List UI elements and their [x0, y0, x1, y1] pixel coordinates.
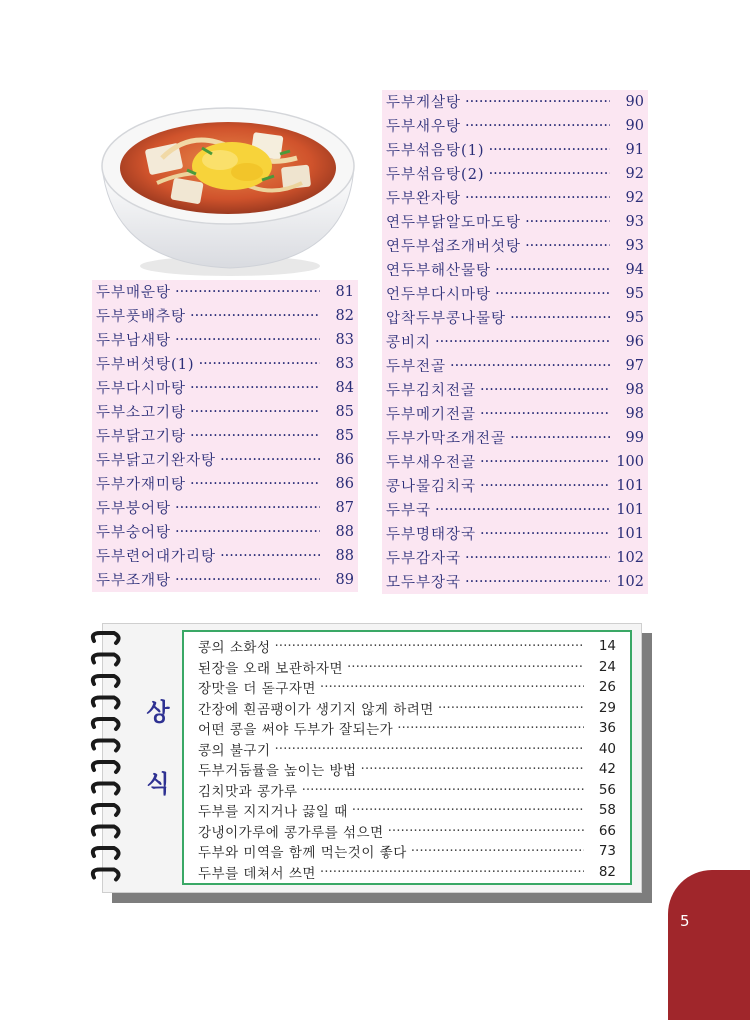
entry-title: 두부전골	[386, 359, 447, 376]
binding-ring	[93, 676, 119, 686]
menu-entry	[382, 138, 648, 162]
binding-ring	[93, 827, 119, 837]
dot-leader	[171, 332, 320, 348]
entry-title: 콩나물김치국	[386, 479, 477, 496]
entry-page: 86	[335, 475, 354, 492]
menu-entry	[382, 402, 648, 426]
entry-title: 언두부다시마탕	[386, 287, 492, 304]
dot-leader	[461, 190, 610, 206]
entry-title: 두부완자탕	[386, 191, 462, 208]
entry-page: 40	[598, 740, 616, 757]
dot-leader	[461, 94, 610, 110]
entry-page: 56	[598, 781, 616, 798]
tip-entry	[198, 759, 616, 780]
entry-page: 87	[335, 499, 354, 516]
menu-entry	[382, 282, 648, 306]
dot-leader	[348, 802, 584, 818]
entry-page: 99	[625, 429, 644, 446]
entry-title: 두부섞음탕(1)	[386, 143, 485, 160]
dot-leader	[446, 358, 610, 374]
binding-ring	[93, 870, 119, 880]
entry-title: 두부다시마탕	[96, 381, 187, 398]
binding-ring	[93, 805, 119, 815]
dot-leader	[521, 238, 610, 254]
dot-leader	[461, 574, 610, 590]
dot-leader	[461, 118, 610, 134]
dot-leader	[271, 741, 585, 757]
dot-leader	[384, 823, 584, 839]
dot-leader	[434, 700, 584, 716]
dot-leader	[316, 679, 584, 695]
menu-entry	[382, 426, 648, 450]
entry-page: 98	[625, 405, 644, 422]
menu-entry	[92, 472, 358, 496]
menu-entry	[92, 376, 358, 400]
menu-entry	[382, 306, 648, 330]
entry-page: 14	[598, 638, 616, 655]
entry-title: 두부남새탕	[96, 333, 172, 350]
entry-title: 콩의 소화성	[198, 640, 271, 657]
page-number: 5	[680, 912, 690, 930]
entry-page: 29	[598, 699, 616, 716]
dot-leader	[431, 334, 610, 350]
menu-entry	[92, 496, 358, 520]
dot-leader	[393, 720, 584, 736]
dot-leader	[171, 524, 320, 540]
tip-entry	[198, 718, 616, 739]
menu-entry	[382, 186, 648, 210]
dot-leader	[316, 864, 584, 880]
dot-leader	[271, 638, 585, 654]
dot-leader	[186, 428, 320, 444]
entry-page: 85	[335, 427, 354, 444]
entry-page: 92	[625, 189, 644, 206]
entry-title: 어떤 콩을 써야 두부가 잘되는가	[198, 722, 394, 739]
entry-title: 두부매운탕	[96, 285, 172, 302]
dot-leader	[357, 761, 584, 777]
entry-page: 88	[335, 547, 354, 564]
entry-page: 90	[625, 93, 644, 110]
entry-page: 66	[598, 822, 616, 839]
binding-ring	[93, 784, 119, 794]
entry-page: 36	[598, 720, 616, 737]
menu-entry	[382, 570, 648, 594]
binding-ring	[93, 633, 119, 643]
entry-title: 두부국	[386, 503, 432, 520]
entry-page: 83	[335, 331, 354, 348]
entry-title: 연두부닭알도마도탕	[386, 215, 522, 232]
entry-title: 두부명태장국	[386, 527, 477, 544]
notebook-title-char-2: 식	[146, 770, 170, 798]
dot-leader	[171, 572, 320, 588]
entry-title: 두부거둠률을 높이는 방법	[198, 763, 357, 780]
entry-page: 58	[598, 802, 616, 819]
entry-page: 93	[625, 237, 644, 254]
entry-title: 모두부장국	[386, 575, 462, 592]
tip-entry	[198, 677, 616, 698]
entry-page: 100	[616, 453, 644, 470]
entry-page: 96	[625, 333, 644, 350]
tip-entry	[198, 780, 616, 801]
tip-entry	[198, 841, 616, 862]
entry-title: 두부닭고기탕	[96, 429, 187, 446]
entry-page: 84	[335, 379, 354, 396]
dot-leader	[171, 284, 320, 300]
dot-leader	[476, 382, 610, 398]
entry-page: 85	[335, 403, 354, 420]
entry-title: 강냉이가루에 콩가루를 섞으면	[198, 824, 384, 841]
menu-entry	[382, 498, 648, 522]
dot-leader	[195, 356, 320, 372]
entry-page: 101	[616, 501, 644, 518]
entry-title: 두부가막조개전골	[386, 431, 507, 448]
tip-entry	[198, 821, 616, 842]
binding-ring	[93, 762, 119, 772]
entry-page: 101	[616, 525, 644, 542]
dot-leader	[407, 843, 584, 859]
menu-entry	[92, 568, 358, 592]
entry-page: 94	[625, 261, 644, 278]
dot-leader	[343, 659, 584, 675]
entry-page: 82	[598, 863, 616, 880]
menu-entry	[92, 304, 358, 328]
menu-entry	[92, 520, 358, 544]
menu-entry	[382, 162, 648, 186]
dot-leader	[485, 166, 610, 182]
dot-leader	[491, 262, 610, 278]
entry-title: 콩의 불구기	[198, 742, 271, 759]
menu-entry	[92, 544, 358, 568]
dot-leader	[186, 404, 320, 420]
entry-title: 두부풋배추탕	[96, 309, 187, 326]
entry-page: 86	[335, 451, 354, 468]
menu-entry	[382, 378, 648, 402]
dot-leader	[298, 782, 584, 798]
binding-ring	[93, 848, 119, 858]
notebook-contents-panel	[182, 630, 632, 885]
entry-title: 두부붕어탕	[96, 501, 172, 518]
dot-leader	[216, 452, 320, 468]
dot-leader	[485, 142, 610, 158]
entry-page: 81	[335, 283, 354, 300]
tip-entry	[198, 739, 616, 760]
menu-entry	[382, 330, 648, 354]
menu-entry	[382, 522, 648, 546]
dot-leader	[521, 214, 610, 230]
tip-entry	[198, 657, 616, 678]
entry-title: 두부새우전골	[386, 455, 477, 472]
entry-page: 102	[616, 573, 644, 590]
entry-title: 된장을 오래 보관하자면	[198, 660, 343, 677]
notebook-title-char-1: 상	[146, 698, 170, 726]
entry-page: 42	[598, 761, 616, 778]
dot-leader	[476, 478, 610, 494]
entry-page: 24	[598, 658, 616, 675]
dot-leader	[431, 502, 610, 518]
entry-page: 73	[598, 843, 616, 860]
entry-page: 102	[616, 549, 644, 566]
entry-page: 89	[335, 571, 354, 588]
dot-leader	[506, 430, 610, 446]
entry-page: 92	[625, 165, 644, 182]
menu-list-left	[92, 280, 358, 592]
entry-title: 두부버섯탕(1)	[96, 357, 195, 374]
menu-entry	[382, 234, 648, 258]
dot-leader	[186, 476, 320, 492]
menu-entry	[92, 448, 358, 472]
entry-title: 콩비지	[386, 335, 432, 352]
entry-page: 26	[598, 679, 616, 696]
entry-title: 두부련어대가리탕	[96, 549, 217, 566]
tofu-soup-bowl-image	[92, 88, 362, 278]
tip-entry	[198, 800, 616, 821]
entry-title: 두부섞음탕(2)	[386, 167, 485, 184]
menu-entry	[92, 328, 358, 352]
dot-leader	[491, 286, 610, 302]
tip-entry	[198, 636, 616, 657]
entry-page: 93	[625, 213, 644, 230]
menu-entry	[382, 258, 648, 282]
menu-entry	[92, 400, 358, 424]
entry-title: 간장에 흰곰팽이가 생기지 않게 하려면	[198, 701, 434, 718]
page-tab	[668, 870, 750, 1020]
menu-entry	[92, 424, 358, 448]
tip-entry	[198, 698, 616, 719]
menu-list-right	[382, 90, 648, 594]
entry-title: 두부메기전골	[386, 407, 477, 424]
entry-page: 98	[625, 381, 644, 398]
entry-page: 83	[335, 355, 354, 372]
entry-page: 90	[625, 117, 644, 134]
entry-title: 두부를 데쳐서 쓰면	[198, 865, 316, 882]
menu-entry	[382, 474, 648, 498]
entry-title: 연두부섭조개버섯탕	[386, 239, 522, 256]
spiral-binding	[88, 627, 128, 889]
entry-title: 두부숭어탕	[96, 525, 172, 542]
entry-title: 두부가재미탕	[96, 477, 187, 494]
entry-title: 두부감자국	[386, 551, 462, 568]
entry-page: 95	[625, 285, 644, 302]
menu-entry	[382, 450, 648, 474]
menu-entry	[382, 114, 648, 138]
entry-title: 연두부해산물탕	[386, 263, 492, 280]
binding-ring	[93, 698, 119, 708]
entry-page: 97	[625, 357, 644, 374]
entry-title: 두부와 미역을 함께 먹는것이 좋다	[198, 845, 407, 862]
menu-entry	[382, 354, 648, 378]
dot-leader	[476, 526, 610, 542]
entry-title: 압착두부콩나물탕	[386, 311, 507, 328]
menu-entry	[382, 90, 648, 114]
dot-leader	[506, 310, 610, 326]
entry-title: 김치맛과 콩가루	[198, 783, 298, 800]
entry-page: 82	[335, 307, 354, 324]
entry-page: 101	[616, 477, 644, 494]
dot-leader	[216, 548, 320, 564]
dot-leader	[476, 454, 610, 470]
entry-title: 두부닭고기완자탕	[96, 453, 217, 470]
tip-entry	[198, 862, 616, 883]
dot-leader	[186, 308, 320, 324]
entry-title: 두부조개탕	[96, 573, 172, 590]
entry-title: 두부게살탕	[386, 95, 462, 112]
dot-leader	[171, 500, 320, 516]
entry-title: 두부소고기탕	[96, 405, 187, 422]
notebook-title	[144, 700, 172, 796]
binding-ring	[93, 655, 119, 665]
entry-title: 장맛을 더 돋구자면	[198, 681, 316, 698]
dot-leader	[476, 406, 610, 422]
menu-entry	[92, 280, 358, 304]
entry-page: 91	[625, 141, 644, 158]
entry-title: 두부새우탕	[386, 119, 462, 136]
entry-page: 88	[335, 523, 354, 540]
menu-entry	[92, 352, 358, 376]
entry-title: 두부를 지지거나 끓일 때	[198, 804, 348, 821]
dot-leader	[186, 380, 320, 396]
binding-ring	[93, 719, 119, 729]
entry-title: 두부김치전골	[386, 383, 477, 400]
binding-ring	[93, 741, 119, 751]
menu-entry	[382, 210, 648, 234]
menu-entry	[382, 546, 648, 570]
entry-page: 95	[625, 309, 644, 326]
dot-leader	[461, 550, 610, 566]
